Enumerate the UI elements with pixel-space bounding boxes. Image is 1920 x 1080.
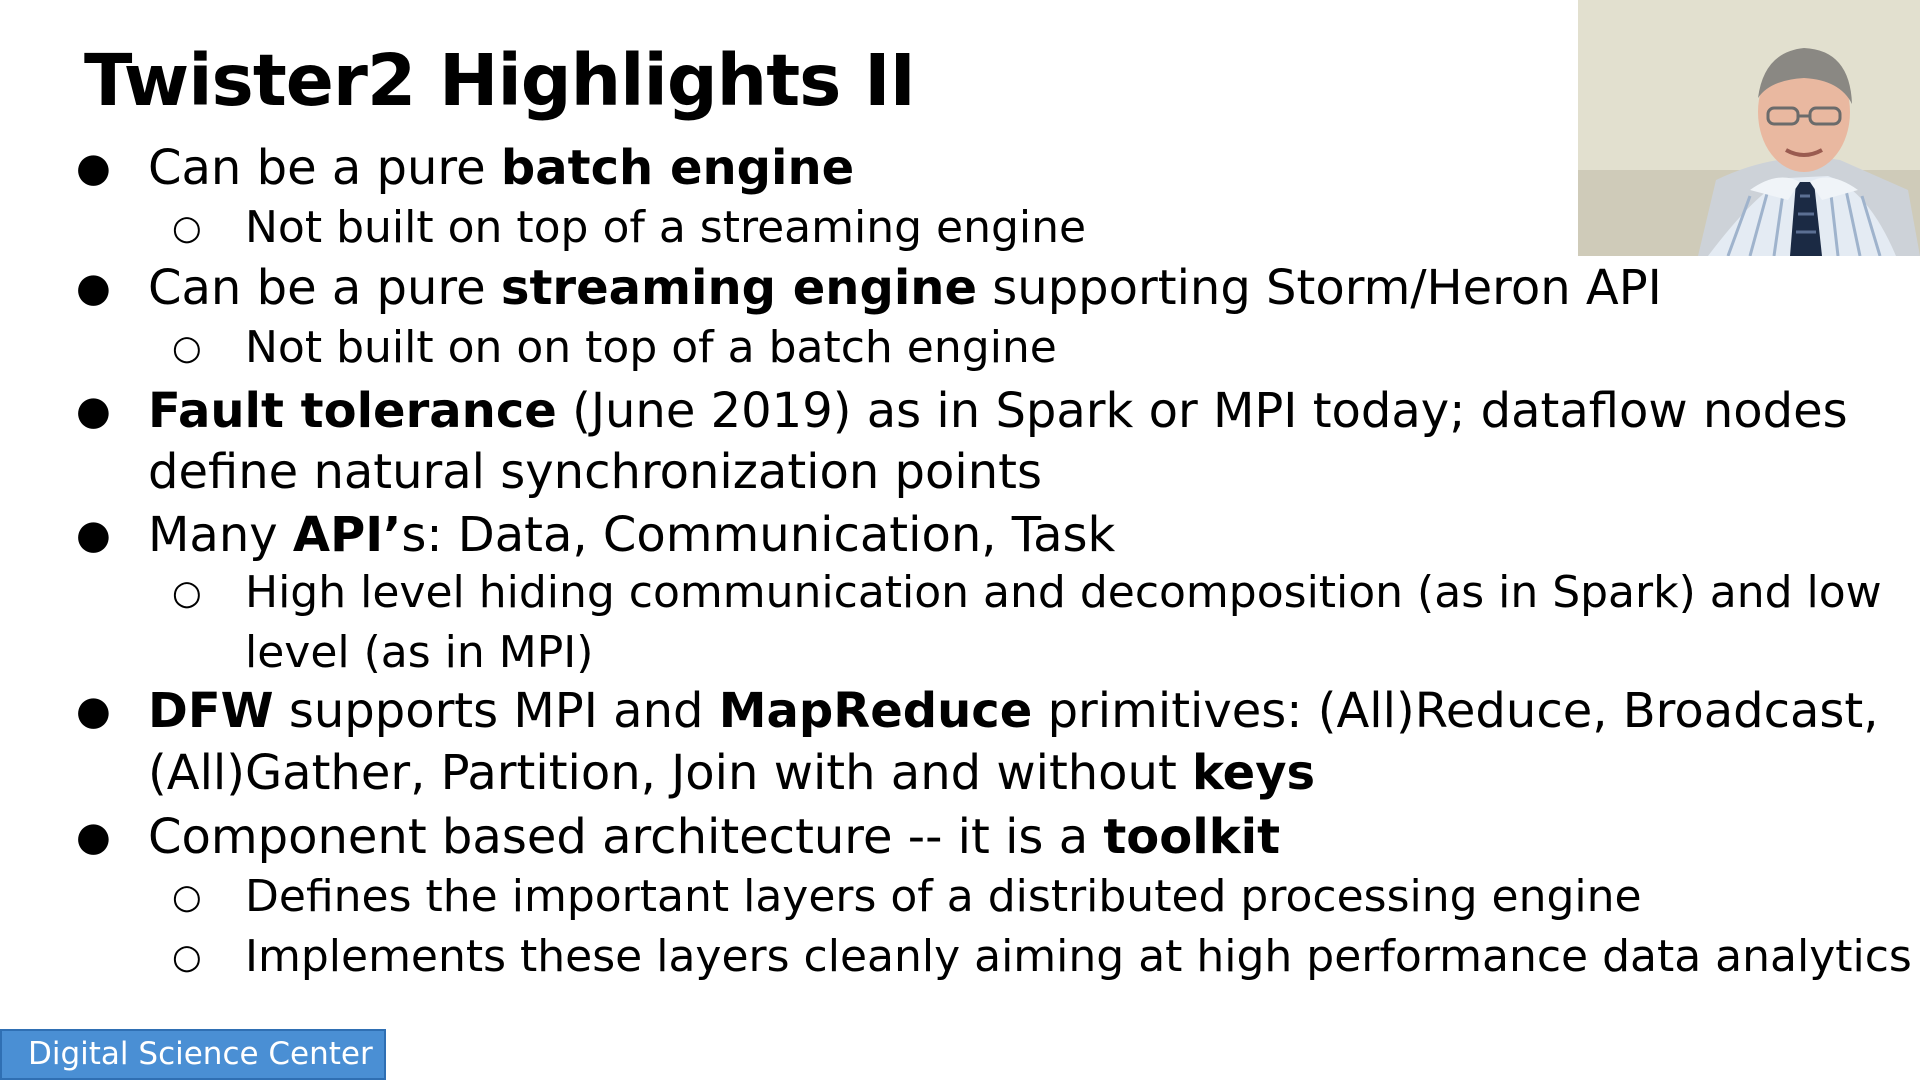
text-run: supports MPI and bbox=[273, 683, 719, 739]
sub-bullet-text bbox=[245, 201, 1086, 255]
sub-bullet-icon: ○ bbox=[172, 208, 202, 248]
text-run: s: Data, Communication, Task bbox=[401, 507, 1116, 563]
text-run: level (as in MPI) bbox=[245, 627, 594, 678]
bold-run: keys bbox=[1192, 745, 1316, 801]
sub-bullet-text bbox=[245, 566, 1882, 620]
text-run: Can be a pure bbox=[148, 140, 501, 196]
sub-bullet-text bbox=[245, 321, 1057, 375]
sub-bullet-icon: ○ bbox=[172, 328, 202, 368]
bold-run: batch engine bbox=[500, 140, 855, 196]
footer-badge: Digital Science Center bbox=[0, 1029, 386, 1080]
bullet-icon: ● bbox=[76, 688, 111, 734]
sub-bullet-text bbox=[245, 626, 593, 680]
bold-run: toolkit bbox=[1103, 809, 1281, 865]
bullet-text bbox=[148, 443, 1042, 501]
bold-run: streaming engine bbox=[500, 260, 978, 316]
bullet-icon: ● bbox=[76, 814, 111, 860]
bullet-text bbox=[148, 139, 854, 197]
bullet-text bbox=[148, 808, 1280, 866]
text-run: (June 2019) as in Spark or MPI today; dataflow nodes bbox=[556, 383, 1848, 439]
bullet-text bbox=[148, 259, 1662, 317]
bold-run: MapReduce bbox=[718, 683, 1033, 739]
text-run: define natural synchronization points bbox=[148, 444, 1042, 500]
sub-bullet-icon: ○ bbox=[172, 937, 202, 977]
bullet-icon: ● bbox=[76, 145, 111, 191]
text-run: (All)Gather, Partition, Join with and without bbox=[148, 745, 1193, 801]
sub-bullet-text bbox=[245, 930, 1912, 984]
text-run: Can be a pure bbox=[148, 260, 501, 316]
presenter-video-feed-icon bbox=[1578, 0, 1920, 256]
bullet-text bbox=[148, 744, 1315, 802]
slide-title: Twister2 Highlights II bbox=[84, 39, 915, 122]
text-run: supporting Storm/Heron API bbox=[977, 260, 1662, 316]
bullet-text bbox=[148, 682, 1879, 740]
presenter-webcam bbox=[1578, 0, 1920, 256]
bold-run: API’ bbox=[292, 507, 402, 563]
text-run: Not built on top of a streaming engine bbox=[245, 202, 1087, 253]
sub-bullet-icon: ○ bbox=[172, 877, 202, 917]
bullet-text bbox=[148, 382, 1848, 440]
text-run: primitives: (All)Reduce, Broadcast, bbox=[1032, 683, 1879, 739]
text-run: Component based architecture -- it is a bbox=[148, 809, 1104, 865]
text-run: Implements these layers cleanly aiming at high performance data analytics bbox=[245, 931, 1912, 982]
bullet-text bbox=[148, 506, 1115, 564]
sub-bullet-text bbox=[245, 870, 1642, 924]
text-run: Many bbox=[148, 507, 293, 563]
bold-run: DFW bbox=[148, 683, 274, 739]
bullet-icon: ● bbox=[76, 265, 111, 311]
bullet-icon: ● bbox=[76, 512, 111, 558]
bullet-icon: ● bbox=[76, 388, 111, 434]
text-run: Not built on on top of a batch engine bbox=[245, 322, 1057, 373]
bold-run: Fault tolerance bbox=[148, 383, 557, 439]
text-run: High level hiding communication and decomposition (as in Spark) and low bbox=[245, 567, 1882, 618]
sub-bullet-icon: ○ bbox=[172, 573, 202, 613]
text-run: Defines the important layers of a distributed processing engine bbox=[245, 871, 1642, 922]
